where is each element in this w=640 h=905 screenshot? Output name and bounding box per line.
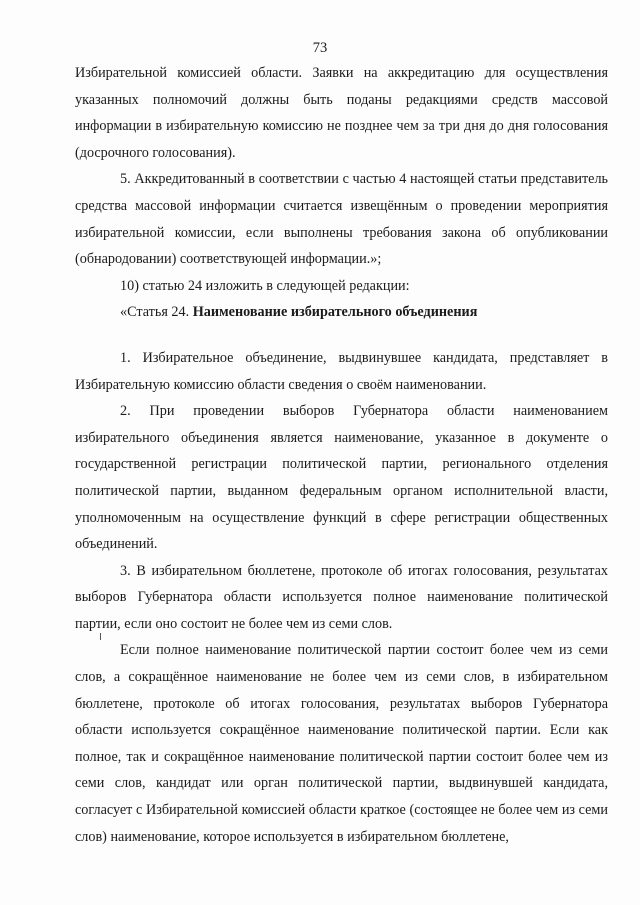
document-body [75,60,608,850]
article-heading [75,299,608,326]
paragraph-part-1: 1. Избирательное объединение, выдвинувшее кандидата, представляет в Избирательную комиссию области сведения о своём наименовании. [75,349,608,393]
article-heading-title: Наименование избирательного объединения [192,304,478,321]
paragraph-continuation: Избирательной комиссией области. Заявки на аккредитацию для осуществления указанных полномочий должны быть поданы редакциями средств массовой информации в избирательную комиссию не позднее чем за три дня до дня голосования (досрочного голосования). [75,65,608,161]
paragraph-part-2: 2. При проведении выборов Губернатора области наименованием избирательного объединения является наименование, указанное в документе о государственной регистрации политической партии, регионального отделения политической партии, выданном федеральным органом исполнительной власти, уполномоченным на осуществление функций в сфере регистрации общественных объединений. [75,403,608,553]
paragraph-part-3: 3. В избирательном бюллетене, протоколе об итогах голосования, результатах выборов Губернатора области используется полное наименование политической партии, если оно состоит не более чем из семи слов. [75,562,608,632]
paragraph-amendment-10: 10) статью 24 изложить в следующей редакции: [120,277,410,294]
page-number: 73 [312,40,328,56]
paragraph-part-3-continued: Если полное наименование политической партии состоит более чем из семи слов, а сокращённое наименование не более чем из семи слов, в избирательном бюллетене, протоколе об итогах голосования, результатах выборов Губернатора области используется сокращённое наименование политической партии. Если как полное, так и сокращённое наименование политической партии состоит более чем из семи слов, кандидат или орган политической партии, выдвинувшей кандидата, согласует с Избирательной комиссией области краткое (состоящее не более чем из семи слов) наименование, которое используется в избирательном бюллетене, [75,642,608,845]
article-heading-prefix: «Статья 24. [120,304,193,321]
paragraph-part-5: 5. Аккредитованный в соответствии с частью 4 настоящей статьи представитель средства массовой информации считается извещённым о проведении мероприятия избирательной комиссии, если выполнены требования закона об опубликовании (обнародовании) соответствующей информации.»; [75,171,608,268]
scan-artifact-mark [100,633,101,640]
